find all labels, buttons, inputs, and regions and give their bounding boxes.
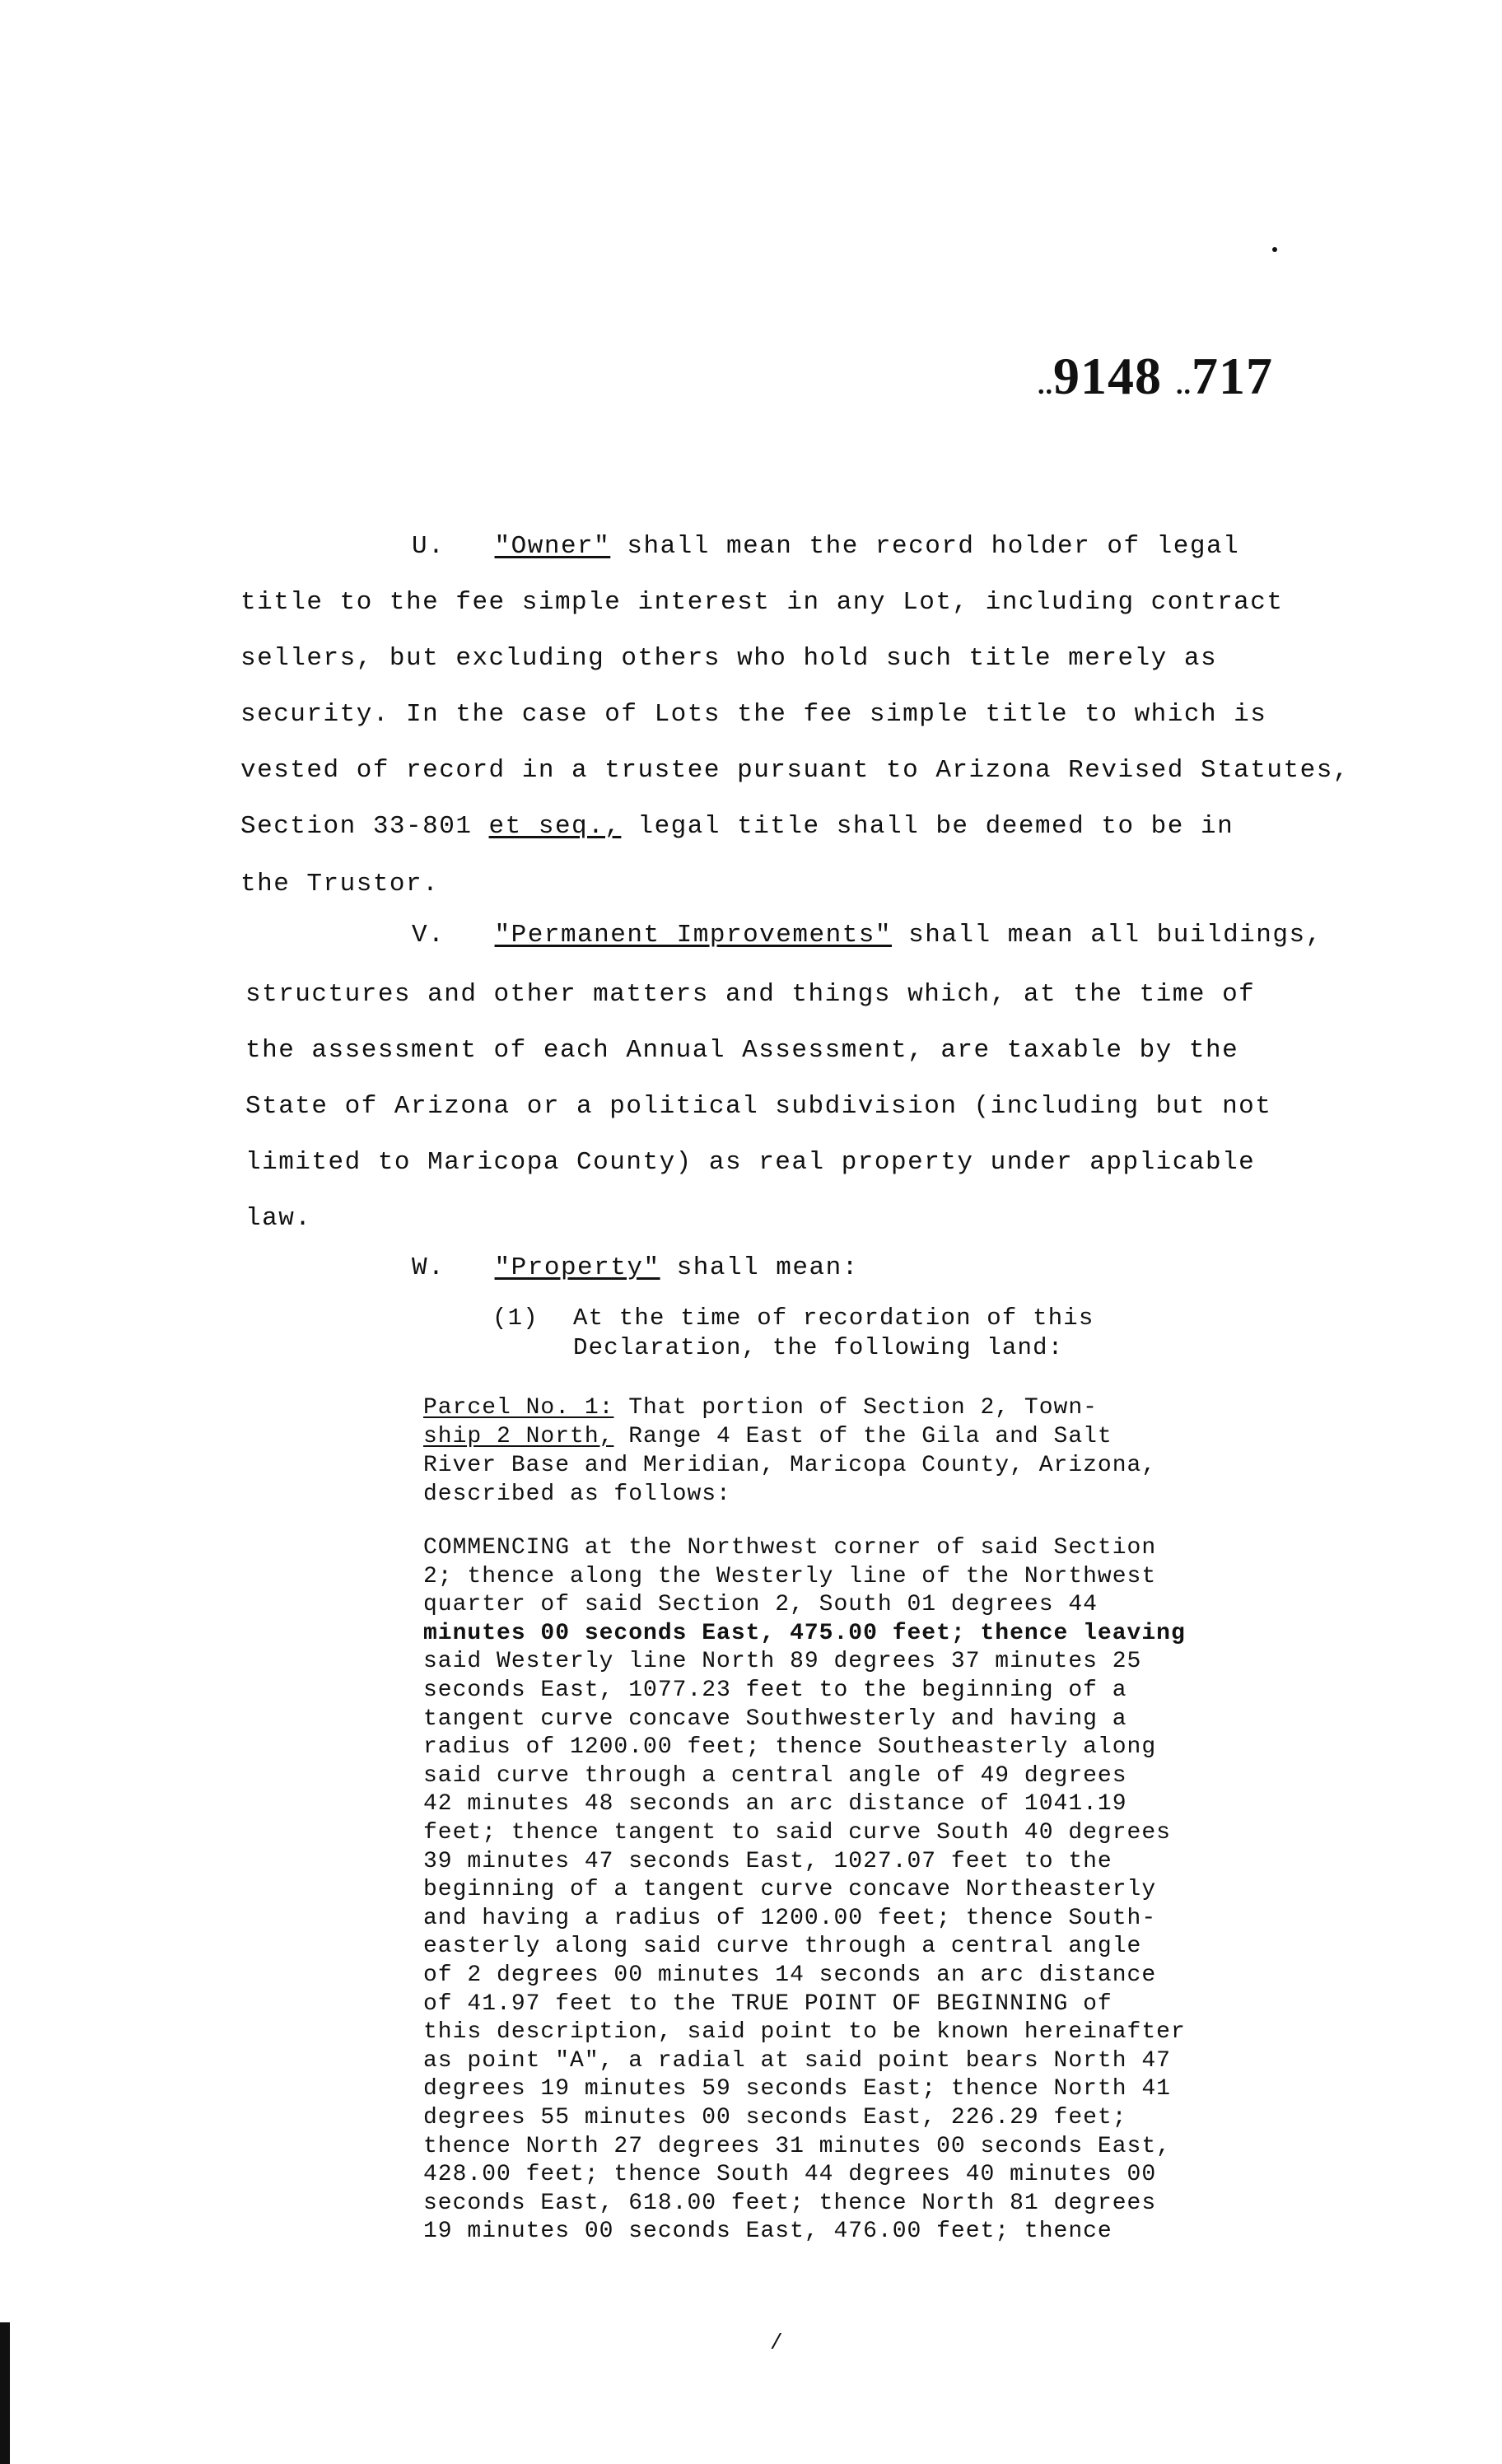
description-line: of 2 degrees 00 minutes 14 seconds an arc distance: [423, 1962, 1157, 1988]
binding-edge: [0, 2322, 10, 2464]
description-line: minutes 00 seconds East, 475.00 feet; thence leaving: [423, 1621, 1186, 1646]
description-line: degrees 19 minutes 59 seconds East; thence North 41: [423, 2076, 1171, 2102]
description-line: said curve through a central angle of 49 degrees: [423, 1763, 1127, 1789]
owner-line-7: the Trustor.: [240, 870, 440, 898]
parcel-intro-3: River Base and Meridian, Maricopa County, Arizona,: [423, 1453, 1157, 1478]
page-prefix: ..: [1176, 370, 1192, 400]
description-line: thence North 27 degrees 31 minutes 00 seconds East,: [423, 2134, 1171, 2159]
improvements-line-1: shall mean all buildings,: [892, 921, 1322, 950]
description-line: of 41.97 feet to the TRUE POINT OF BEGINNING of: [423, 1991, 1113, 2017]
owner-line-2: title to the fee simple interest in any Lot, including contract: [240, 588, 1284, 617]
description-line: 19 minutes 00 seconds East, 476.00 feet; thence: [423, 2219, 1113, 2244]
description-line: quarter of said Section 2, South 01 degrees 44: [423, 1592, 1098, 1617]
description-line: seconds East, 1077.23 feet to the beginning of a: [423, 1678, 1127, 1703]
description-line: 42 minutes 48 seconds an arc distance of 1041.19: [423, 1791, 1127, 1817]
page-number: 717: [1192, 347, 1273, 405]
term-owner: "Owner": [494, 532, 611, 561]
property-item-1-line-2: Declaration, the following land:: [573, 1334, 1064, 1361]
description-line: tangent curve concave Southwesterly and having a: [423, 1706, 1127, 1732]
parcel-township: ship 2 North,: [423, 1424, 614, 1449]
description-line: COMMENCING at the Northwest corner of said Section: [423, 1535, 1157, 1561]
description-line: easterly along said curve through a central angle: [423, 1934, 1142, 1959]
description-line: and having a radius of 1200.00 feet; thence South-: [423, 1906, 1157, 1931]
description-line: seconds East, 618.00 feet; thence North 81 degrees: [423, 2191, 1157, 2216]
improvements-line-5: limited to Maricopa County) as real property under applicable: [245, 1148, 1256, 1177]
property-item-1-number: (1): [492, 1304, 539, 1332]
owner-line-3: sellers, but excluding others who hold such title merely as: [240, 644, 1218, 673]
improvements-line-6: law.: [245, 1204, 312, 1233]
description-line: feet; thence tangent to said curve South 40 degrees: [423, 1820, 1171, 1846]
property-item-1-line-1: At the time of recordation of this: [573, 1304, 1094, 1332]
improvements-line-4: State of Arizona or a political subdivision (including but not: [245, 1092, 1272, 1121]
term-property: "Property": [494, 1253, 660, 1282]
owner-line-4: security. In the case of Lots the fee simple title to which is: [240, 700, 1267, 729]
book-number: 9148: [1053, 347, 1162, 405]
definition-letter-w: W.: [412, 1253, 445, 1282]
description-line: as point "A", a radial at said point bears North 47: [423, 2048, 1171, 2074]
term-permanent-improvements: "Permanent Improvements": [494, 921, 893, 950]
owner-line-5: vested of record in a trustee pursuant to Arizona Revised Statutes,: [240, 756, 1350, 785]
description-line: degrees 55 minutes 00 seconds East, 226.29 feet;: [423, 2105, 1127, 2130]
stray-dot: [1272, 247, 1277, 252]
parcel-intro-4: described as follows:: [423, 1482, 731, 1507]
parcel-intro-1: That portion of Section 2, Town-: [613, 1395, 1098, 1421]
parcel-label: Parcel No. 1:: [423, 1395, 614, 1421]
recording-book-page-number: [1038, 346, 1273, 407]
footer-mark: /: [770, 2331, 783, 2355]
description-line: said Westerly line North 89 degrees 37 minutes 25: [423, 1649, 1142, 1674]
improvements-line-2: structures and other matters and things which, at the time of: [245, 980, 1256, 1009]
term-et-seq: et seq.,: [488, 812, 622, 841]
property-rest: shall mean:: [660, 1253, 859, 1282]
description-line: radius of 1200.00 feet; thence Southeasterly along: [423, 1734, 1157, 1760]
definition-letter-u: U.: [412, 532, 445, 561]
improvements-line-3: the assessment of each Annual Assessment, are taxable by the: [245, 1036, 1239, 1065]
owner-line-6b: legal title shall be deemed to be in: [621, 812, 1234, 841]
description-line: this description, said point to be known hereinafter: [423, 2019, 1186, 2045]
definition-letter-v: V.: [412, 921, 445, 950]
description-line: 2; thence along the Westerly line of the Northwest: [423, 1564, 1157, 1589]
description-line: 39 minutes 47 seconds East, 1027.07 feet to the: [423, 1849, 1113, 1874]
owner-line-1: shall mean the record holder of legal: [610, 532, 1240, 561]
owner-line-6: Section 33-801: [240, 812, 489, 841]
description-line: beginning of a tangent curve concave Northeasterly: [423, 1877, 1157, 1902]
description-line: 428.00 feet; thence South 44 degrees 40 minutes 00: [423, 2162, 1157, 2187]
book-prefix: ..: [1038, 370, 1053, 400]
parcel-intro-2: Range 4 East of the Gila and Salt: [613, 1424, 1113, 1449]
